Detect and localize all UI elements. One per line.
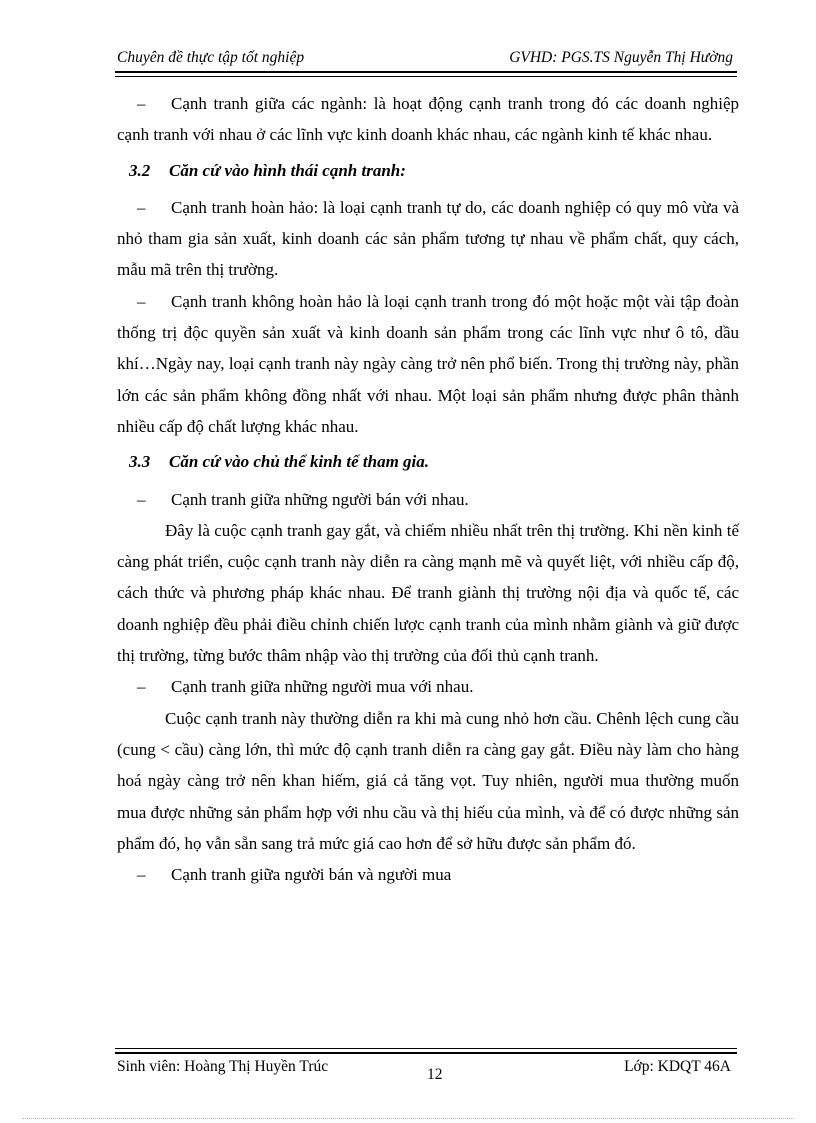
paragraph-buyers-competition [117,671,739,702]
paragraph-text: Cạnh tranh giữa các ngành: là hoạt động cạnh tranh trong đó các doanh nghiệp cạnh tranh với nhau ở các lĩnh vực kinh doanh khác nhau, các ngành kinh tế khác nhau. [117,94,739,145]
paragraph-text: Cạnh tranh giữa những người bán với nhau. [171,489,469,509]
paragraph-seller-buyer-competition [117,859,739,890]
section-heading-3-2 [117,155,739,186]
header-rule-thin [115,76,737,77]
footer-rule-thin [115,1048,737,1049]
paragraph-sellers-detail: Đây là cuộc cạnh tranh gay gắt, và chiếm nhiều nhất trên thị trường. Khi nền kinh tế càng phát triển, cuộc cạnh tranh này diễn ra càng mạnh mẽ và quyết liệt, với nhiều cấp độ, cách thức và phương pháp khác nhau. Để tranh giành thị trường nội địa và quốc tế, các doanh nghiệp đều phải điều chỉnh chiến lược cạnh tranh của mình nhằm giành và giữ được thị trường, từng bước thâm nhập vào thị trường của đối thủ cạnh tranh. [117,520,739,666]
heading-number: 3.2 [129,160,151,180]
paragraph-text: Cạnh tranh không hoàn hảo là loại cạnh tranh trong đó một hoặc một vài tập đoàn thống trị độc quyền sản xuất và kinh doanh sản phẩm trong các lĩnh vực như ô tô, dầu khí…Ngày nay, loại cạnh tranh này ngày càng trở nên phổ biến. Trong thị trường này, phần lớn các sản phẩm không đồng nhất với nhau. Một loại sản phẩm nhưng được phân thành nhiều cấp độ chất lượng khác nhau. [117,291,739,436]
page-body [117,88,739,890]
heading-number: 3.3 [129,452,151,472]
footer-student: Sinh viên: Hoàng Thị Huyền Trúc [117,1058,329,1075]
page-edge-divider [22,1118,794,1119]
page-number: 12 [427,1066,443,1083]
footer-rule-thick [115,1052,737,1054]
footer-class: Lớp: KDQT 46A [624,1058,731,1075]
section-heading-3-3 [117,446,739,477]
dash-marker: – [137,489,146,509]
page-footer [115,1056,737,1086]
paragraph-industry-competition [117,88,739,151]
header-supervisor: GVHD: PGS.TS Nguyễn Thị Hường [509,49,733,66]
paragraph-text: Cạnh tranh hoàn hảo: là loại cạnh tranh tự do, các doanh nghiệp có quy mô vừa và nhỏ tham gia sản xuất, kinh doanh các sản phẩm tương tự nhau về phẩm chất, quy cách, mẫu mã trên thị trường. [117,197,739,280]
dash-marker: – [137,291,146,311]
dash-marker: – [137,677,146,697]
heading-text: Căn cứ vào chủ thể kinh tế tham gia. [169,452,430,472]
header-rule-thick [115,71,737,73]
paragraph-text: Cạnh tranh giữa người bán và người mua [171,865,452,885]
page-header [115,47,737,71]
paragraph-perfect-competition [117,192,739,286]
heading-text: Căn cứ vào hình thái cạnh tranh: [169,160,406,180]
dash-marker: – [137,197,146,217]
paragraph-text: Cạnh tranh giữa những người mua với nhau. [171,677,474,697]
paragraph-sellers-competition [117,484,739,515]
dash-marker: – [137,94,146,113]
dash-marker: – [137,865,146,885]
header-title: Chuyên đề thực tập tốt nghiệp [117,49,305,66]
paragraph-imperfect-competition [117,286,739,442]
paragraph-buyers-detail: Cuộc cạnh tranh này thường diễn ra khi mà cung nhỏ hơn cầu. Chênh lệch cung cầu (cung < cầu) càng lớn, thì mức độ cạnh tranh diễn ra càng gay gắt. Điều này làm cho hàng hoá ngày càng trở nên khan hiếm, giá cả tăng vọt. Tuy nhiên, người mua thường muốn mua được những sản phẩm hợp với nhu cầu và thị hiếu của mình, và để có được những sản phẩm đó, họ vẫn sẵn sang trả mức giá cao hơn để sở hữu được sản phẩm đó. [117,708,739,853]
